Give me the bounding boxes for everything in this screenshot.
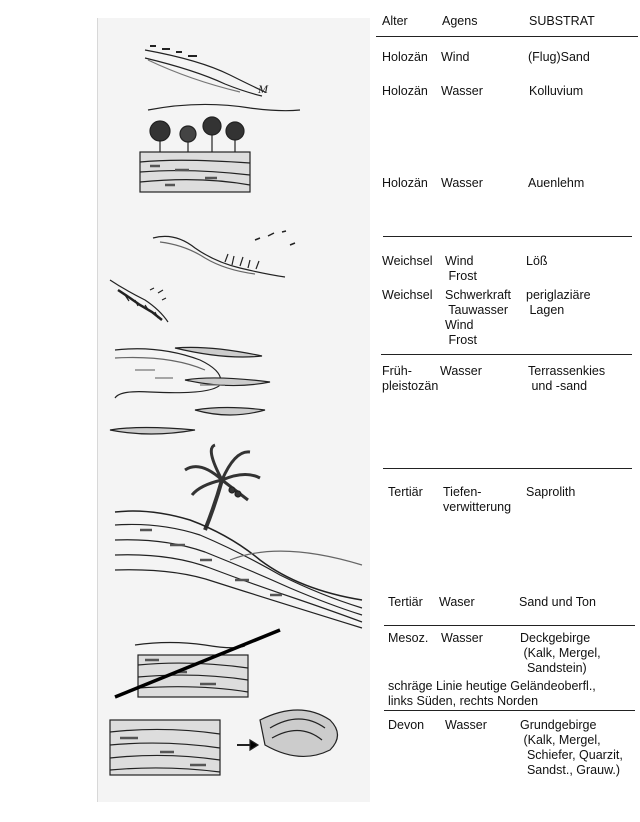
sketch-letter: M — [258, 82, 268, 96]
row-substrat: (Flug)Sand — [528, 50, 590, 64]
row-agens: Wind — [441, 50, 470, 64]
divider — [381, 354, 632, 355]
sketch-devon — [110, 710, 338, 775]
row-substrat: Terrassenkies und -sand — [528, 364, 606, 393]
row-substrat: Sand und Ton — [519, 595, 596, 609]
row-alter: Holozän — [382, 84, 428, 98]
row-substrat: Auenlehm — [528, 176, 585, 190]
sketch-dune — [145, 46, 265, 96]
row-substrat: Grundgebirge (Kalk, Mergel, Schiefer, Quarzit, Sandst., Grauw.) — [520, 718, 623, 777]
sketch-terraces — [110, 347, 270, 434]
divider — [384, 710, 635, 711]
row-alter: Mesoz. — [388, 631, 429, 645]
divider — [384, 625, 635, 626]
row-agens: Tiefen- verwitterung — [443, 485, 512, 514]
divider — [376, 36, 638, 37]
row-alter: Holozän — [382, 50, 428, 64]
row-agens: Waser — [439, 595, 475, 609]
row-agens: Schwerkraft Tauwasser Wind Frost — [445, 288, 511, 347]
divider — [383, 468, 632, 469]
sketch-tertiary — [115, 445, 362, 628]
sketch-colluvium — [140, 104, 300, 192]
sketch-loess — [153, 231, 295, 277]
row-agens: Wasser — [440, 364, 482, 378]
row-substrat: Kolluvium — [529, 84, 584, 98]
row-agens: Wind Frost — [445, 254, 477, 283]
row-agens: Wasser — [445, 718, 487, 732]
row-substrat: periglaziäre Lagen — [526, 288, 591, 317]
row-alter: Weichsel — [382, 288, 433, 302]
row-agens: Wasser — [441, 631, 483, 645]
row-alter: Weichsel — [382, 254, 433, 268]
row-alter: Tertiär — [388, 595, 423, 609]
row-substrat: Saprolith — [526, 485, 576, 499]
sketch-periglacial — [110, 280, 168, 322]
header-substrat: SUBSTRAT — [529, 14, 595, 28]
row-substrat: Deckgebirge (Kalk, Mergel, Sandstein) — [520, 631, 601, 675]
row-alter: Holozän — [382, 176, 428, 190]
row-substrat: Löß — [526, 254, 548, 268]
row-alter: Früh- pleistozän — [382, 364, 439, 393]
note-text: schräge Linie heutige Geländeoberfl., links Süden, rechts Norden — [388, 679, 596, 708]
row-agens: Wasser — [441, 84, 483, 98]
row-agens: Wasser — [441, 176, 483, 190]
header-alter: Alter — [382, 14, 408, 28]
divider — [383, 236, 632, 237]
row-alter: Devon — [388, 718, 425, 732]
row-alter: Tertiär — [388, 485, 423, 499]
header-agens: Agens — [442, 14, 478, 28]
sketch-mesozoic — [115, 630, 280, 697]
